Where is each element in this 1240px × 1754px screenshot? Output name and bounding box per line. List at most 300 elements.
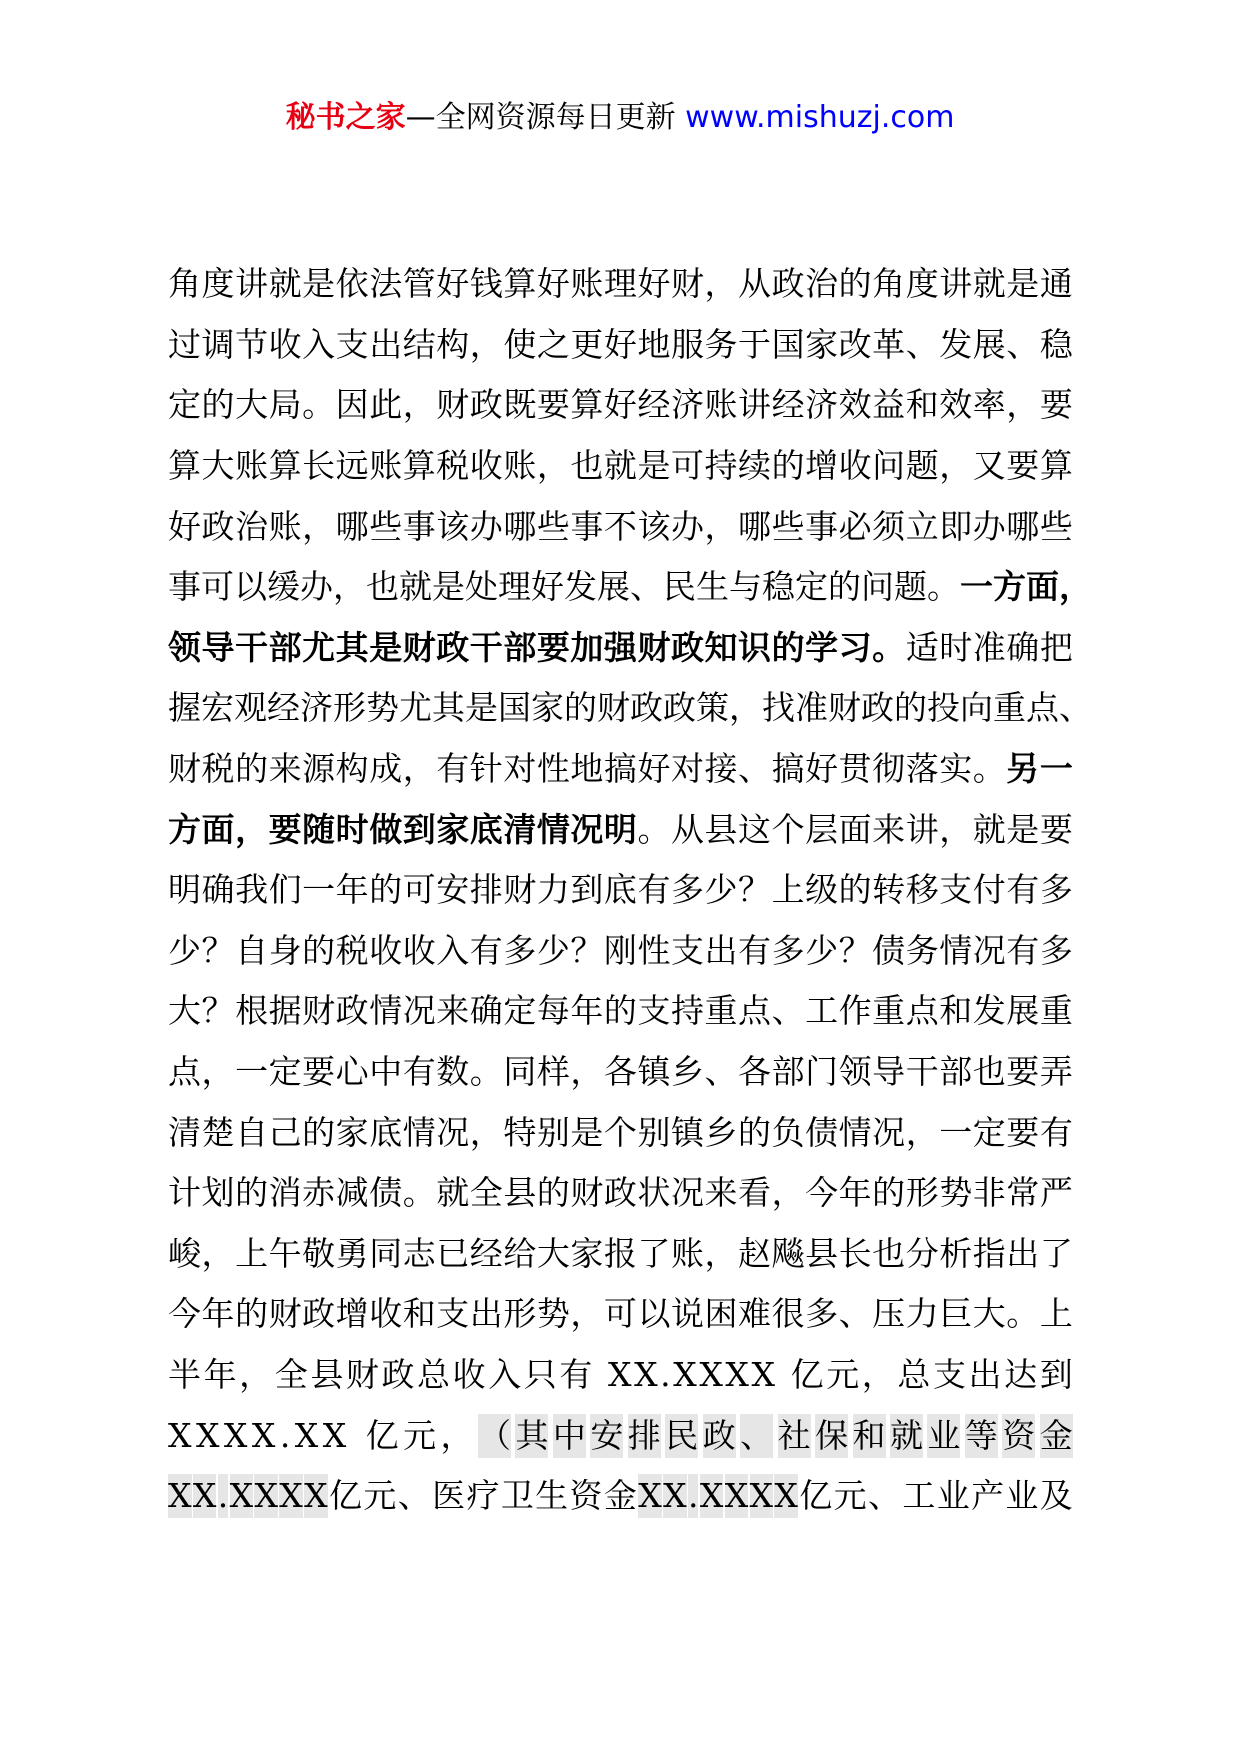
text-char: 展 bbox=[1006, 991, 1040, 1031]
text-char: 要 bbox=[302, 1052, 336, 1092]
text-char: 半 bbox=[168, 1354, 201, 1394]
text-char: 和 bbox=[853, 1414, 886, 1458]
text-char: 定 bbox=[972, 1112, 1006, 1152]
text-char: X bbox=[673, 1354, 697, 1394]
text-char: 干 bbox=[905, 1052, 939, 1092]
text-char: X bbox=[294, 1415, 319, 1455]
text-char: 总 bbox=[897, 1354, 931, 1394]
text-char: 入 bbox=[302, 324, 336, 364]
text-char: 的 bbox=[603, 991, 637, 1031]
text-char: 的 bbox=[771, 627, 805, 667]
text-char: 样 bbox=[536, 1052, 570, 1092]
text-char: 就 bbox=[972, 809, 1006, 849]
text-char: ， bbox=[570, 1052, 604, 1092]
text-char: 是 bbox=[465, 688, 498, 728]
text-char: 办 bbox=[972, 506, 1006, 546]
text-char: 已 bbox=[436, 1233, 470, 1273]
text-char: 、 bbox=[771, 991, 805, 1031]
text-char: 贯 bbox=[838, 749, 872, 789]
text-char: 少 bbox=[168, 930, 201, 970]
text-char: 钱 bbox=[469, 264, 503, 304]
text-char: ， bbox=[201, 1233, 235, 1273]
text-char: 势 bbox=[536, 1294, 570, 1334]
text-char: 些 bbox=[369, 506, 403, 546]
text-char: 收 bbox=[369, 930, 403, 970]
text-char: 、 bbox=[738, 749, 772, 789]
text-char: 性 bbox=[637, 930, 671, 970]
text-char: 多 bbox=[670, 870, 704, 910]
text-char: 是 bbox=[570, 1112, 604, 1152]
text-char: ， bbox=[302, 506, 336, 546]
text-char: 点 bbox=[905, 991, 939, 1031]
text-char: 的 bbox=[235, 749, 269, 789]
text-char: 也 bbox=[972, 1052, 1006, 1092]
text-char: 自 bbox=[235, 930, 269, 970]
text-char: 民 bbox=[665, 1414, 698, 1458]
text-char: X bbox=[750, 1474, 774, 1518]
text-char: 别 bbox=[637, 1112, 671, 1152]
text-char: 握 bbox=[168, 688, 201, 728]
text-char: 移 bbox=[905, 870, 939, 910]
text-char: X bbox=[699, 1354, 723, 1394]
text-char: 账 bbox=[570, 264, 604, 304]
text-char: 重 bbox=[872, 991, 906, 1031]
text-char: 说 bbox=[670, 1294, 704, 1334]
text-char: 收 bbox=[838, 446, 872, 486]
text-char: 结 bbox=[402, 324, 436, 364]
text-char: 。 bbox=[402, 1173, 436, 1213]
text-line bbox=[168, 254, 1073, 315]
text-char: 的 bbox=[738, 1112, 772, 1152]
text-char: 形 bbox=[503, 1294, 537, 1334]
text-char: 些 bbox=[771, 506, 805, 546]
text-char: 势 bbox=[939, 1173, 973, 1213]
text-char: 学 bbox=[805, 627, 839, 667]
text-char: 部 bbox=[939, 1052, 973, 1092]
text-char: X bbox=[751, 1354, 775, 1394]
text-char: 有 bbox=[559, 1354, 593, 1394]
text-char: 的 bbox=[235, 1173, 269, 1213]
text-char: X bbox=[223, 1415, 248, 1455]
text-char: 年 bbox=[570, 991, 604, 1031]
text-char: 出 bbox=[968, 1354, 1002, 1394]
text-line bbox=[168, 496, 1073, 557]
text-char bbox=[351, 1414, 362, 1458]
text-char: 和 bbox=[402, 1294, 436, 1334]
text-char: 是 bbox=[1006, 809, 1040, 849]
text-char: 哪 bbox=[503, 506, 537, 546]
text-char: 算 bbox=[268, 446, 302, 486]
text-char: 全 bbox=[469, 1173, 503, 1213]
text-char: 处 bbox=[465, 567, 498, 607]
text-char: 级 bbox=[805, 870, 839, 910]
text-char: X bbox=[322, 1415, 347, 1455]
text-char: 依 bbox=[335, 264, 369, 304]
text-char: 要 bbox=[536, 385, 570, 425]
text-char: 元 bbox=[826, 1354, 860, 1394]
text-line bbox=[168, 739, 1073, 800]
text-char: 随 bbox=[302, 809, 336, 849]
text-char: 面 bbox=[201, 809, 235, 849]
text-char: 账 bbox=[268, 506, 302, 546]
text-char: 县 bbox=[805, 1233, 839, 1273]
text-char: 从 bbox=[738, 264, 772, 304]
text-char: 也 bbox=[872, 1233, 906, 1273]
text-char: ， bbox=[201, 1052, 235, 1092]
text-char: 其 bbox=[432, 688, 465, 728]
text-char: 讲 bbox=[905, 809, 939, 849]
text-char: 过 bbox=[168, 324, 201, 364]
text-char: 。 bbox=[302, 385, 336, 425]
text-char: 增 bbox=[805, 446, 839, 486]
text-char: 到 bbox=[1039, 1354, 1073, 1394]
text-char: 好 bbox=[637, 749, 671, 789]
text-char: 领 bbox=[168, 627, 201, 667]
text-char: 只 bbox=[523, 1354, 557, 1394]
text-char: 资 bbox=[569, 1476, 603, 1516]
text-char: 有 bbox=[402, 1052, 436, 1092]
text-char: ， bbox=[570, 1294, 604, 1334]
text-char: 成 bbox=[369, 749, 403, 789]
text-char: 算 bbox=[503, 264, 537, 304]
text-char bbox=[778, 1353, 789, 1397]
text-char: . bbox=[688, 1474, 699, 1518]
text-char: 清 bbox=[503, 809, 537, 849]
text-char: 革 bbox=[872, 324, 906, 364]
text-char: X bbox=[608, 1354, 632, 1394]
text-char: 算 bbox=[402, 446, 436, 486]
text-char: 、 bbox=[630, 567, 663, 607]
text-char: 干 bbox=[235, 627, 269, 667]
text-char: 的 bbox=[235, 1294, 269, 1334]
text-char: 政 bbox=[630, 688, 663, 728]
text-char: 元 bbox=[833, 1476, 867, 1516]
text-char: 法 bbox=[369, 264, 403, 304]
text-char: 情 bbox=[402, 1112, 436, 1152]
text-char: 要 bbox=[1006, 1112, 1040, 1152]
text-char: 亿 bbox=[329, 1476, 363, 1516]
text-char: 发 bbox=[972, 991, 1006, 1031]
text-char: 哪 bbox=[1006, 506, 1040, 546]
text-char: 安 bbox=[436, 870, 470, 910]
text-char: 定 bbox=[168, 385, 201, 425]
text-char: X bbox=[725, 1354, 749, 1394]
text-char: 多 bbox=[805, 1294, 839, 1334]
text-char: 财 bbox=[436, 385, 470, 425]
text-char: 中 bbox=[369, 1052, 403, 1092]
text-char: ， bbox=[333, 567, 366, 607]
text-char: 要 bbox=[1006, 1052, 1040, 1092]
text-char: 好 bbox=[531, 567, 564, 607]
text-char: ， bbox=[704, 506, 738, 546]
text-char: ？ bbox=[738, 870, 772, 910]
text-char: 其 bbox=[515, 1414, 548, 1458]
text-char: 到 bbox=[402, 809, 436, 849]
text-char: 大 bbox=[235, 385, 269, 425]
text-char: 强 bbox=[603, 627, 637, 667]
text-char: 勇 bbox=[335, 1233, 369, 1273]
text-char: 收 bbox=[452, 1354, 486, 1394]
text-char: 观 bbox=[234, 688, 267, 728]
text-char: 可 bbox=[670, 446, 704, 486]
text-char: X bbox=[663, 1474, 687, 1518]
text-char: 题 bbox=[905, 446, 939, 486]
text-char: 账 bbox=[670, 1233, 704, 1273]
text-char: 是 bbox=[1006, 264, 1040, 304]
text-char: 、 bbox=[397, 1476, 431, 1516]
text-char: 支 bbox=[335, 324, 369, 364]
text-char: 经 bbox=[637, 385, 671, 425]
text-char: 情 bbox=[939, 930, 973, 970]
text-char: 持 bbox=[670, 991, 704, 1031]
text-char: 状 bbox=[637, 1173, 671, 1213]
text-char: 了 bbox=[1039, 1233, 1073, 1273]
text-char: 是 bbox=[637, 446, 671, 486]
text-char: 有 bbox=[1039, 1112, 1073, 1152]
text-char: 和 bbox=[939, 991, 973, 1031]
text-char: 特 bbox=[503, 1112, 537, 1152]
text-char: 部 bbox=[503, 627, 537, 667]
text-char: 形 bbox=[905, 1173, 939, 1213]
text-char: 转 bbox=[872, 870, 906, 910]
text-char: 讲 bbox=[738, 385, 772, 425]
text-char: 济 bbox=[300, 688, 333, 728]
text-char: 的 bbox=[564, 688, 597, 728]
text-line bbox=[168, 1224, 1073, 1285]
text-char: 是 bbox=[432, 567, 465, 607]
text-char: 事 bbox=[168, 567, 201, 607]
text-char: 底 bbox=[603, 870, 637, 910]
text-char: 出 bbox=[1006, 1233, 1040, 1273]
text-char: 况 bbox=[570, 809, 604, 849]
text-char: 续 bbox=[738, 446, 772, 486]
text-char: 立 bbox=[905, 506, 939, 546]
text-char: 家 bbox=[436, 809, 470, 849]
text-char: 政 bbox=[670, 627, 704, 667]
text-char: 确 bbox=[201, 870, 235, 910]
text-char: 压 bbox=[872, 1294, 906, 1334]
text-char: ， bbox=[861, 1354, 895, 1394]
text-char: 政 bbox=[861, 688, 894, 728]
text-char: 出 bbox=[369, 324, 403, 364]
text-char: 今 bbox=[805, 1173, 839, 1213]
text-char: 要 bbox=[1039, 809, 1073, 849]
text-char: 、 bbox=[867, 1476, 901, 1516]
text-char: 明 bbox=[603, 809, 637, 849]
text-char: 导 bbox=[872, 1052, 906, 1092]
text-char: 就 bbox=[436, 1173, 470, 1213]
text-char: 事 bbox=[570, 506, 604, 546]
text-char: 的 bbox=[302, 930, 336, 970]
text-line bbox=[168, 1466, 1073, 1527]
text-char: 与 bbox=[729, 567, 762, 607]
text-char: 的 bbox=[828, 567, 861, 607]
text-char: 赵 bbox=[738, 1233, 772, 1273]
text-char: 展 bbox=[972, 324, 1006, 364]
text-line bbox=[168, 1042, 1073, 1103]
text-char: 构 bbox=[436, 324, 470, 364]
text-char: 赤 bbox=[302, 1173, 336, 1213]
text-char: 账 bbox=[235, 446, 269, 486]
text-char: 作 bbox=[838, 991, 872, 1031]
text-char: 总 bbox=[417, 1354, 451, 1394]
text-char: 乡 bbox=[670, 1052, 704, 1092]
text-char: 了 bbox=[637, 1233, 671, 1273]
text-char: 难 bbox=[738, 1294, 772, 1334]
text-char: X bbox=[230, 1474, 254, 1518]
text-char: 有 bbox=[1006, 930, 1040, 970]
text-char: 服 bbox=[670, 324, 704, 364]
text-char: 确 bbox=[469, 991, 503, 1031]
text-char: ， bbox=[704, 1233, 738, 1273]
text-char: 准 bbox=[795, 688, 828, 728]
text-char: 。 bbox=[1006, 1294, 1040, 1334]
text-char: 方 bbox=[993, 567, 1026, 607]
text-char: 理 bbox=[498, 567, 531, 607]
text-char: 适 bbox=[905, 627, 939, 667]
text-char: 知 bbox=[704, 627, 738, 667]
text-char: 析 bbox=[939, 1233, 973, 1273]
website-link[interactable]: www.mishuzj.com bbox=[685, 100, 955, 135]
text-char: 上 bbox=[1039, 1294, 1073, 1334]
text-char: 、 bbox=[1006, 324, 1040, 364]
text-char: 清 bbox=[168, 1112, 201, 1152]
text-char: 尤 bbox=[399, 688, 432, 728]
text-char: 政 bbox=[771, 264, 805, 304]
text-char: 治 bbox=[235, 506, 269, 546]
text-char: 国 bbox=[498, 688, 531, 728]
text-char: 医 bbox=[432, 1476, 466, 1516]
text-char: ， bbox=[469, 1112, 503, 1152]
text-char: 财 bbox=[345, 1354, 379, 1394]
text-char: 付 bbox=[972, 870, 1006, 910]
text-char: 更 bbox=[570, 324, 604, 364]
text-char: 局 bbox=[268, 385, 302, 425]
text-char: 、 bbox=[905, 324, 939, 364]
text-char: 部 bbox=[268, 627, 302, 667]
text-char: . bbox=[660, 1354, 671, 1394]
text-char: 民 bbox=[663, 567, 696, 607]
text-char: . bbox=[279, 1415, 291, 1455]
text-char: 发 bbox=[939, 324, 973, 364]
text-char: 、 bbox=[1059, 688, 1092, 728]
text-char: 、 bbox=[838, 1294, 872, 1334]
text-char: 度 bbox=[201, 264, 235, 304]
text-char: 年 bbox=[838, 1173, 872, 1213]
text-char: ？ bbox=[201, 930, 235, 970]
text-char: 心 bbox=[335, 1052, 369, 1092]
text-char: 的 bbox=[838, 870, 872, 910]
text-char: 对 bbox=[503, 749, 537, 789]
text-char: 况 bbox=[872, 1112, 906, 1152]
text-char: 税 bbox=[436, 446, 470, 486]
text-char: 好 bbox=[805, 749, 839, 789]
text-char: 各 bbox=[603, 1052, 637, 1092]
text-char: 况 bbox=[670, 1173, 704, 1213]
text-char: 县 bbox=[310, 1354, 344, 1394]
text-char: 层 bbox=[805, 809, 839, 849]
text-char: 个 bbox=[603, 1112, 637, 1152]
text-char: 使 bbox=[503, 324, 537, 364]
text-char: 从 bbox=[670, 809, 704, 849]
text-char: 一 bbox=[939, 1112, 973, 1152]
text-char: 要 bbox=[1039, 385, 1073, 425]
text-char: 向 bbox=[960, 688, 993, 728]
text-char: 干 bbox=[469, 627, 503, 667]
text-char: 即 bbox=[939, 506, 973, 546]
text-line bbox=[168, 375, 1073, 436]
text-char: 巨 bbox=[939, 1294, 973, 1334]
text-char: 业 bbox=[927, 1414, 960, 1458]
text-char: X bbox=[279, 1474, 303, 1518]
text-char: 卫 bbox=[500, 1476, 534, 1516]
text-char: ？ bbox=[570, 930, 604, 970]
text-char: 税 bbox=[201, 749, 235, 789]
text-char: 上 bbox=[235, 1233, 269, 1273]
text-char: 指 bbox=[972, 1233, 1006, 1273]
text-char: 况 bbox=[402, 991, 436, 1031]
text-char: 多 bbox=[1039, 870, 1073, 910]
text-char: 出 bbox=[704, 930, 738, 970]
text-char: 算 bbox=[570, 385, 604, 425]
text-char: 安 bbox=[590, 1414, 623, 1458]
text-char: 计 bbox=[168, 1173, 201, 1213]
text-char: ， bbox=[939, 446, 973, 486]
text-char: 面 bbox=[1026, 567, 1059, 607]
text-char: 算 bbox=[168, 446, 201, 486]
text-char: 定 bbox=[503, 991, 537, 1031]
text-char: 入 bbox=[488, 1354, 522, 1394]
text-char: 地 bbox=[637, 324, 671, 364]
text-char: 排 bbox=[469, 870, 503, 910]
text-char: 形 bbox=[333, 688, 366, 728]
text-char: 之 bbox=[536, 324, 570, 364]
text-char: X bbox=[251, 1415, 276, 1455]
text-char: 支 bbox=[932, 1354, 966, 1394]
text-char: 治 bbox=[805, 264, 839, 304]
text-char: 好 bbox=[168, 506, 201, 546]
text-char: 我 bbox=[235, 870, 269, 910]
text-char: 哪 bbox=[335, 506, 369, 546]
text-char: 这 bbox=[738, 809, 772, 849]
text-char: 情 bbox=[838, 1112, 872, 1152]
text-char: 财 bbox=[828, 688, 861, 728]
text-char: 该 bbox=[436, 506, 470, 546]
text-char: 及 bbox=[1039, 1476, 1073, 1516]
text-char: 志 bbox=[402, 1233, 436, 1273]
text-char: 等 bbox=[965, 1414, 998, 1458]
text-char: 可 bbox=[201, 567, 234, 607]
text-char: 也 bbox=[570, 446, 604, 486]
text-char: 面 bbox=[838, 809, 872, 849]
text-char: 门 bbox=[805, 1052, 839, 1092]
text-char: 多 bbox=[771, 930, 805, 970]
text-char: 楚 bbox=[201, 1112, 235, 1152]
text-char: 做 bbox=[369, 809, 403, 849]
text-char: 财 bbox=[302, 991, 336, 1031]
text-char: 准 bbox=[972, 627, 1006, 667]
text-char: 就 bbox=[399, 567, 432, 607]
text-char: 疗 bbox=[466, 1476, 500, 1516]
text-char: 中 bbox=[553, 1414, 586, 1458]
text-char: 、 bbox=[704, 1052, 738, 1092]
text-char: 稳 bbox=[1039, 324, 1073, 364]
text-char: 事 bbox=[402, 506, 436, 546]
text-char: 情 bbox=[369, 991, 403, 1031]
text-char: ？ bbox=[201, 991, 235, 1031]
page-header bbox=[0, 98, 1240, 138]
text-char: 办 bbox=[670, 506, 704, 546]
